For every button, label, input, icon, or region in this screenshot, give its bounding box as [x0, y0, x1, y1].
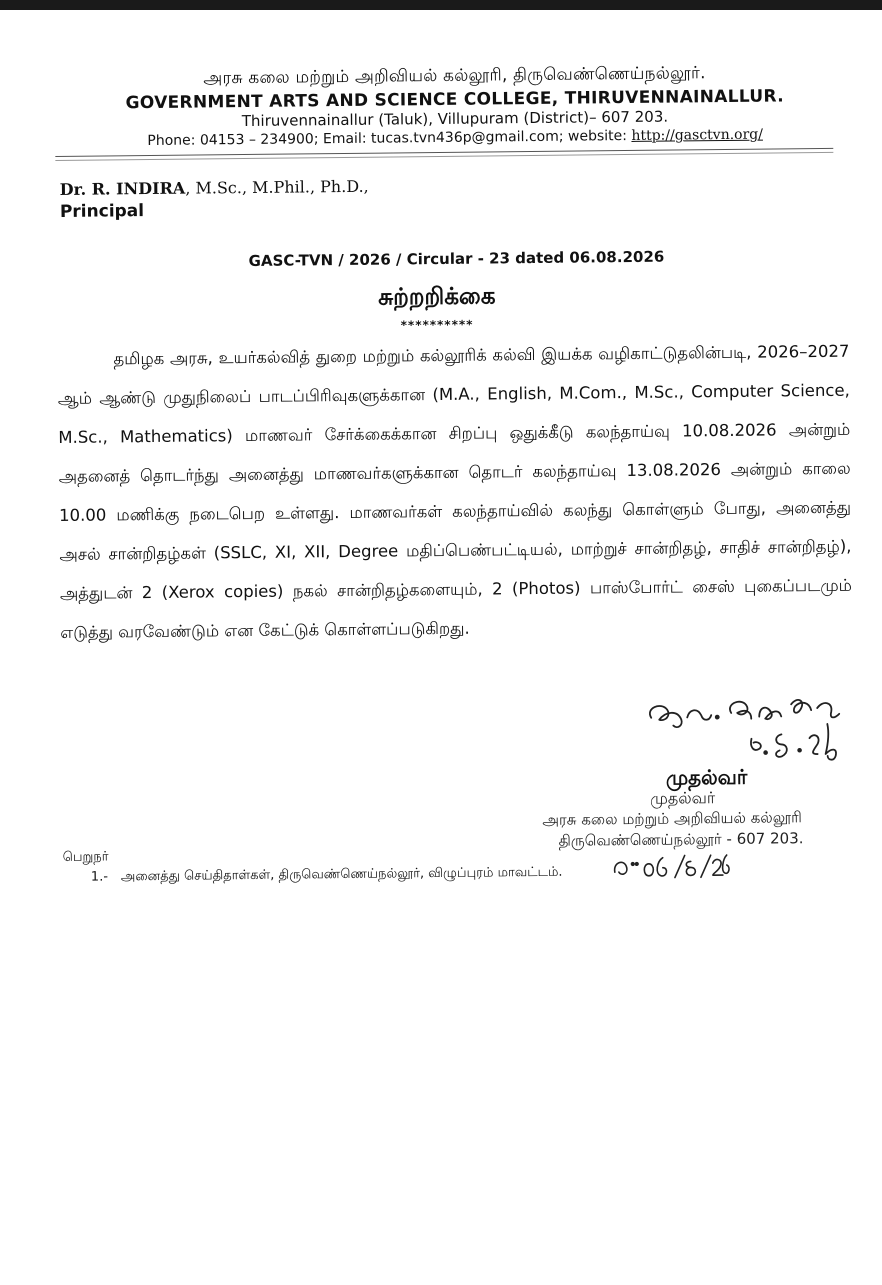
handwritten-signature — [641, 685, 872, 767]
signatory-title: முதல்வர் — [665, 764, 748, 790]
circular-reference: GASC-TVN / 2026 / Circular - 23 dated 06.08.2026 — [248, 247, 665, 270]
principal-title: Principal — [59, 201, 145, 222]
header-rule-secondary — [55, 152, 833, 161]
college-name-tamil: அரசு கலை மற்றும் அறிவியல் கல்லூரி, திருவெண்ணெய்நல்லூர். — [203, 63, 706, 89]
handwritten-date — [611, 851, 731, 886]
stamp-designation: முதல்வர் — [649, 788, 716, 808]
stamp-college: அரசு கலை மற்றும் அறிவியல் கல்லூரி — [542, 808, 802, 829]
principal-name: Dr. R. INDIRA — [59, 178, 186, 199]
contact-details: Phone: 04153 – 234900; Email: tucas.tvn436p@gmail.com; website: — [147, 127, 632, 150]
circular-title: சுற்றறிக்கை — [378, 283, 496, 311]
date-drawing — [611, 851, 731, 886]
list-item-text: அனைத்து செய்திதாள்கள், திருவெண்ணெய்நல்லூர், விழுப்புரம் மாவட்டம். — [120, 864, 563, 885]
stamp-address: திருவெண்ணெய்நல்லூர் - 607 203. — [558, 829, 804, 850]
college-address: Thiruvennainallur (Taluk), Villupuram (District)– 607 203. — [241, 107, 669, 131]
college-name-english: GOVERNMENT ARTS AND SCIENCE COLLEGE, THIRUVENNAINALLUR. — [125, 86, 785, 114]
principal-name-block — [60, 177, 369, 199]
circular-body: தமிழக அரசு, உயர்கல்வித் துறை மற்றும் கல்லூரிக் கல்வி இயக்க வழிகாட்டுதலின்படி, 2026–2027 ஆம் ஆண்டு முதுநிலைப் பாடப்பிரிவுகளுக்கான (M.A., English, M.Com., M.Sc., Computer Science, M.Sc., Mathematics) மாணவர் சேர்க்கைக்கான சிறப்பு ஒதுக்கீடு கலந்தாய்வு 10.08.2026 அன்றும் அதனைத் தொடர்ந்து அனைத்து மாணவர்களுக்கான தொடர் கலந்தாய்வு 13.08.2026 அன்றும் காலை 10.00 மணிக்கு நடைபெற உள்ளது. மாணவர்கள் கலந்தாய்வில் கலந்து கொள்ளும் போது, அனைத்து அசல் சான்றிதழ்கள் (SSLC, XI, XII, Degree மதிப்பெண்பட்டியல், மாற்றுச் சான்றிதழ், சாதிச் சான்றிதழ்), அத்துடன் 2 (Xerox copies) நகல் சான்றிதழ்களையும், 2 (Photos) பாஸ்போர்ட் சைஸ் புகைப்படமும் எடுத்து வரவேண்டும் என கேட்டுக் கொள்ளப்படுகிறது. — [57, 341, 852, 642]
official-stamp — [542, 786, 843, 852]
principal-qualifications: , M.Sc., M.Phil., Ph.D., — [185, 176, 369, 198]
signature-drawing — [641, 685, 872, 767]
title-separator: ********** — [400, 317, 474, 333]
recipients-label: பெறுநர் — [62, 849, 109, 865]
list-item — [91, 865, 563, 886]
list-item-number: 1.- — [90, 869, 109, 885]
recipients-list — [91, 865, 563, 886]
website-link[interactable]: http://gasctvn.org/ — [631, 126, 764, 144]
